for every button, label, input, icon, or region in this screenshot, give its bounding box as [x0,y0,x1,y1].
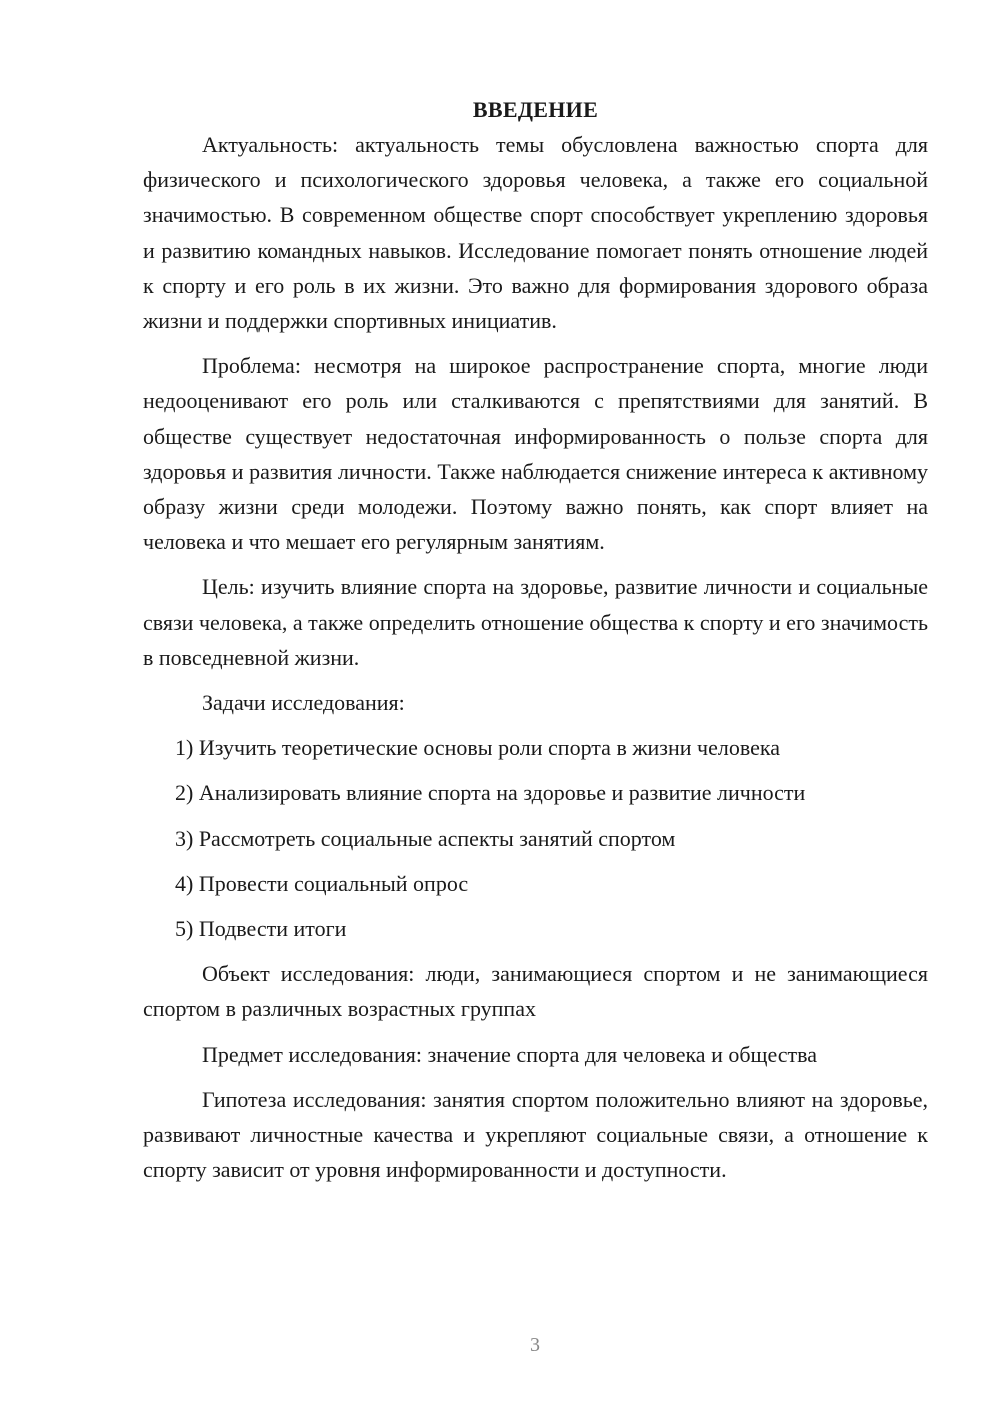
page-title: ВВЕДЕНИЕ [472,97,599,122]
paragraph-subject: Предмет исследования: значение спорта для человека и общества [202,1041,818,1067]
tasks-intro: Задачи исследования: [202,690,405,716]
paragraph-relevance: Актуальность: актуальность темы обусловлена важностью спорта для физического и психологического здоровья человека, а также его социальной значимостью. В современном обществе спорт способствует укреплению здоровья и развитию командных навыков. Исследование помогает понять отношение людей к спорту и его роль в их жизни. Это важно для формирования здорового образа жизни и поддержки спортивных инициатив. [143,132,928,334]
page-number: 3 [530,1334,540,1356]
list-item: 4) Провести социальный опрос [175,870,469,896]
list-item: 2) Анализировать влияние спорта на здоровье и развитие личности [175,780,806,806]
paragraph-object: Объект исследования: люди, занимающиеся спортом и не занимающиеся спортом в различных возрастных группах [143,961,928,1022]
paragraph-goal: Цель: изучить влияние спорта на здоровье, развитие личности и социальные связи человека, а также определить отношение общества к спорту и его значимость в повседневной жизни. [143,574,928,670]
list-item: 5) Подвести итоги [175,916,347,942]
document-page [143,92,928,1197]
list-item: 1) Изучить теоретические основы роли спорта в жизни человека [175,735,780,761]
paragraph-hypothesis: Гипотеза исследования: занятия спортом положительно влияют на здоровье, развивают личностные качества и укрепляют социальные связи, а отношение к спорту зависит от уровня информированности и доступности. [143,1086,928,1183]
list-item: 3) Рассмотреть социальные аспекты занятий спортом [175,825,676,851]
paragraph-problem: Проблема: несмотря на широкое распространение спорта, многие люди недооценивают его роль или сталкиваются с препятствиями для занятий. В обществе существует недостаточная информированность о пользе спорта для здоровья и развития личности. Также наблюдается снижение интереса к активному образу жизни среди молодежи. Поэтому важно понять, как спорт влияет на человека и что мешает его регулярным занятиям. [143,353,928,555]
tasks-list [143,730,928,946]
